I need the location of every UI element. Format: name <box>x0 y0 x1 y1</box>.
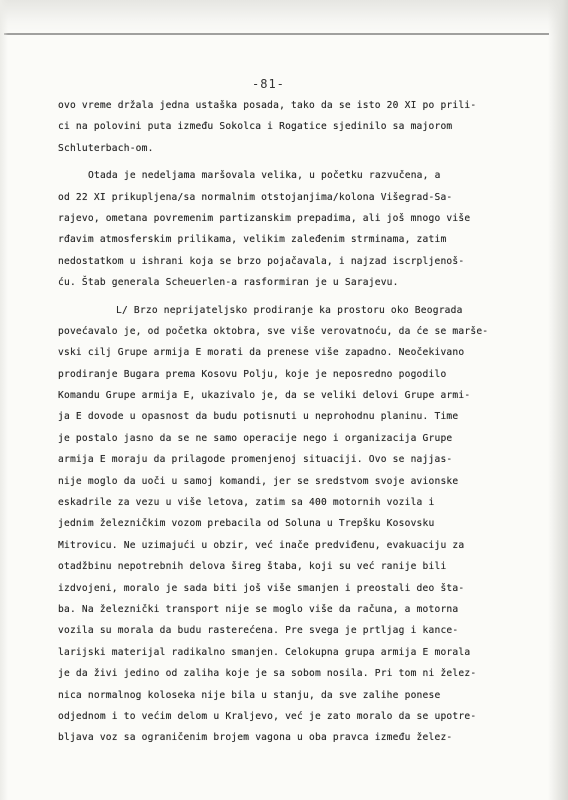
text-line: odjednom i to većim delom u Kraljevo, već je zato moralo da se upotre- <box>58 710 477 722</box>
text-line: nica normalnog koloseka nije bila u stanju, da sve zalihe ponese <box>58 689 441 701</box>
text-line: ovo vreme držala jedna ustaška posada, tako da se isto 20 XI po prili- <box>58 100 477 111</box>
text-line: Schluterbach-om. <box>58 142 154 154</box>
text-line: vozila su morala da budu rasterećena. Pre svega je prtljag i kance- <box>58 625 459 637</box>
text-line: je postalo jasno da se ne samo operacije nego i organizacija Grupe <box>58 432 453 444</box>
text-line: prodiranje Bugara prema Kosovu Polju, koje je neposredno pogodilo <box>58 368 447 380</box>
text-line: larijski materijal radikalno smanjen. Celokupna grupa armija E morala <box>58 646 471 658</box>
page-number: -81- <box>252 77 285 91</box>
text-line: izdvojeni, moralo je sada biti još više smanjen i preostali deo šta- <box>58 582 465 594</box>
text-line: od 22 XI prikupljena/sa normalnim otstojanjima/kolona Višegrad-Sa- <box>58 191 453 203</box>
text-line: eskadrile za vezu u više letova, zatim sa 400 motornih vozila i <box>58 497 435 509</box>
paragraph-3 <box>58 300 558 749</box>
text-line: ja E dovode u opasnost da budu potisnuti u neprohodnu planinu. Time <box>58 411 459 423</box>
text-line: ci na polovini puta između Sokolca i Rogatice sjedinilo sa majorom <box>58 121 453 133</box>
text-line: ću. Štab generala Scheuerlen-a rasformiran je u Sarajevu. <box>58 277 399 289</box>
text-line: rajevo, ometana povremenim partizanskim prepadima, ali još mnogo više <box>58 212 471 224</box>
text-line: bljava voz sa ograničenim brojem vagona u oba pravca između želez- <box>58 732 453 744</box>
text-line: L/ Brzo neprijateljsko prodiranje ka prostoru oko Beograda <box>116 304 463 316</box>
text-line: vski cilj Grupe armija E morati da prenese više zapadno. Neočekivano <box>58 347 465 359</box>
paragraph-1 <box>58 95 558 159</box>
text-line: armija E moraju da prilagode promenjenoj situaciji. Ovo se najjas- <box>58 454 453 466</box>
body-text <box>58 95 558 749</box>
text-line: nedostatkom u ishrani koja se brzo pojačavala, i najzad iscrpljenoš- <box>58 255 465 267</box>
text-line: ba. Na železnički transport nije se moglo više da računa, a motorna <box>58 603 459 615</box>
text-line: je da živi jedino od zaliha koje je sa sobom nosila. Pri tom ni želez- <box>58 668 477 680</box>
text-line: otadžbinu nepotrebnih delova šireg štaba, koji su već ranije bili <box>58 561 447 573</box>
scan-top-rule <box>4 33 549 35</box>
text-line: povećavalo je, od početka oktobra, sve više verovatnoću, da će se marše- <box>58 325 489 337</box>
scan-left-edge <box>0 0 8 800</box>
text-line: Mitrovicu. Ne uzimajući u obzir, već inače predviđenu, evakuaciju za <box>58 539 465 551</box>
text-line: Komandu Grupe armija E, ukazivalo je, da se veliki delovi Grupe armi- <box>58 390 471 402</box>
scan-top-edge <box>0 0 568 36</box>
text-line: jednim železničkim vozom prebacila od Soluna u Trepšku Kosovsku <box>58 518 435 530</box>
text-line: nije moglo da uoči u samoj komandi, jer se sredstvom svoje avionske <box>58 475 459 487</box>
paragraph-2 <box>58 165 558 293</box>
text-line: Otada je nedeljama maršovala velika, u početku razvučena, a <box>88 170 441 182</box>
text-line: rđavim atmosferskim prilikama, velikim zaleđenim strminama, zatim <box>58 234 447 246</box>
